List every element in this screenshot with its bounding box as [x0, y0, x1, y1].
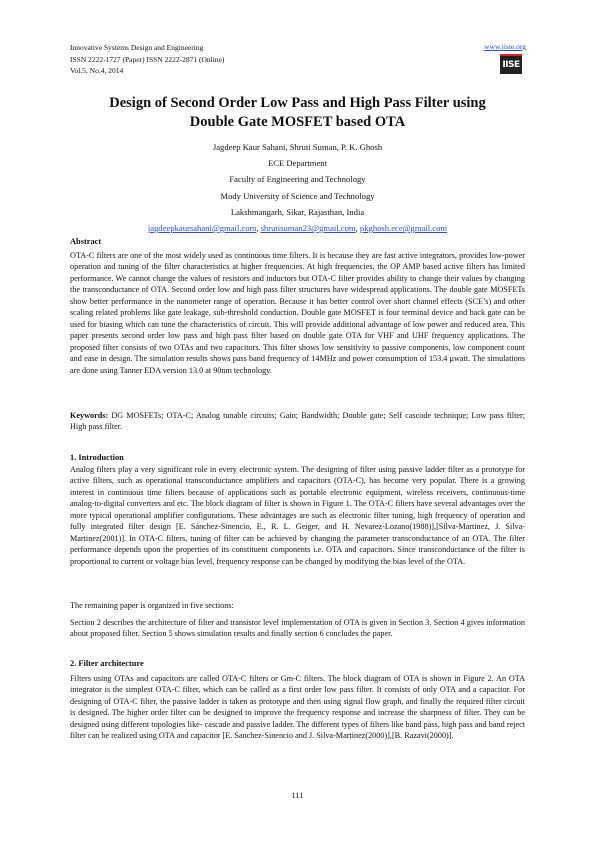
email-link-2[interactable]: shrutisuman23@gmail.com	[260, 223, 356, 234]
architecture-text: Filters using OTAs and capacitors are called OTA-C filters or Gm-C filters. The block diagram of OTA is shown in Figure 2. An OTA integrator is the simplest OTA-C filter, which can be called as a first order low pass filter. It consists of only OTA and a capacitor. For designing of OTA-C filter, the passive ladder is taken as prototype and then using signal flow graph, and finally the required filter circuit is designed. The higher order filter can be designed to improve the frequency response and increase the sharpness of filter. They can be designed using different topologies like- cascade and passive ladder. The different types of filters like band pass, high pass and band reject filter can be realized using OTA and capacitor [E. Sanchez-Sinencio and J. Silva-Martinez(2000)],[B. Razavi(2000)].	[70, 674, 525, 741]
title-line-1: Design of Second Order Low Pass and High Pass Filter using	[109, 95, 486, 111]
email-separator: ,	[355, 223, 360, 234]
faculty: Faculty of Engineering and Technology	[229, 174, 366, 185]
author-emails	[70, 220, 525, 236]
volume-line: Vol.5, No.4, 2014	[70, 66, 124, 75]
university: Mody University of Science and Technology	[220, 190, 375, 201]
author-names: Jagdeep Kaur Sahani, Shruti Suman, P. K. Ghosh	[212, 142, 383, 152]
keywords-paragraph	[70, 410, 525, 433]
page-number: 111	[291, 790, 304, 800]
email-link-3[interactable]: pkghosh.ece@gmail.com	[359, 223, 448, 234]
sections-paragraph: Section 2 describes the architecture of filter and transistor level implementation of OTA is given in Section 3. Section 4 gives information about proposed filter. Section 5 shows simulation results and finally section 6 concludes the paper.	[70, 618, 525, 639]
paper-title	[70, 94, 525, 132]
department: ECE Department	[268, 158, 327, 169]
logo-text: IISE	[502, 60, 520, 70]
abstract-heading: Abstract	[70, 237, 102, 246]
journal-header	[70, 42, 224, 77]
intro-text: Analog filters play a very significant role in every electronic system. The designing of filter using passive ladder filter as a prototype for active filters, such as operational transconductance amplifiers and capacitors (OTA-C), has become very popular. There is a growing interest in continuous time filters because of applications such as portable electronic equipment, wireless receivers, continuous-time analog-to-digital converters and etc. The block diagram of filter is shown in Figure 1. The OTA-C filters have several advantages over the more typical operational amplifier configurations. These advantages are such as electronic filter tuning, high frequency of operation and fully integrated filter design [E. Sánchez-Sinencio, E., R. L. Geiger, and H. Nevarez-Lozano(1988)],[Silva-Martinez, J. Silva-Martinez(2001)]. In OTA-C filters, tuning of filter can be achieved by changing the parameter transconductance of an OTA. The filter performance depends upon the properties of its constituent components i.e. OTA and capacitors. Since transconductance of the filter is proportional to current or voltage bias level, frequency response can be changed by modifying the bias level of the OTA.	[70, 465, 525, 566]
intro-heading: 1. Introduction	[70, 453, 124, 462]
issn-line: ISSN 2222-1727 (Paper) ISSN 2222-2871 (Online)	[70, 54, 225, 64]
remaining-sentence: The remaining paper is organized in five sections:	[70, 601, 234, 610]
title-line-2: Double Gate MOSFET based OTA	[189, 114, 406, 130]
iiste-logo	[500, 56, 522, 74]
location: Lakshmangarh, Sikar, Rajasthan, India	[230, 206, 365, 217]
author-block	[70, 139, 525, 236]
abstract-text: OTA-C filters are one of the most widely used as continuous time filters. It is because they are fast active integrators, provides low-power operation and tuning of the filter characteristics at higher frequencies. At high frequencies, the OP AMP based active filters has limited performance. We cannot change the values of resistors and inductors but OTA-C filter provides ability to change their values by changing the transconductance of OTA. Second order low and high pass filter structures have widespread applications. The double gate MOSFETs show better performance in the nanometer range of operation. Because it has better control over short channel effects (SCE’s) and other scaling related problems like gate leakage, sub-threshold conduction. Double gate MOSFET is four terminal device and back gate can be used for biasing which can tune the characteristics of circuit. This will provide additional advantage of low power and reduced area. This paper presents second order low pass and high pass filter based on double gate OTA for VHF and UHF frequency applications. The proposed filter consists of two OTAs and two capacitors. This filter shows low sensitivity to passive components, low component count and ease in design. The simulation results shows pass band frequency of 14MHz and power consumption of 153.4 μwatt. The simulations are done using Tanner EDA version 13.0 at 90nm technology.	[70, 251, 525, 375]
keywords-text: DG MOSFETs; OTA-C; Analog tunable circuits; Gain; Bandwidth; Double gate; Self cascode technique; Low pass filter; High pass filter.	[70, 411, 525, 432]
journal-name: Innovative Systems Design and Engineering	[70, 43, 204, 52]
keywords-label: Keywords:	[70, 411, 109, 420]
email-separator: ,	[256, 223, 261, 234]
journal-website-link[interactable]: www.iiste.org	[484, 42, 526, 51]
journal-website-block	[484, 42, 526, 51]
architecture-heading: 2. Filter architecture	[70, 659, 144, 668]
email-link-1[interactable]: jagdeepkaursahani@gmail.com	[147, 223, 257, 234]
